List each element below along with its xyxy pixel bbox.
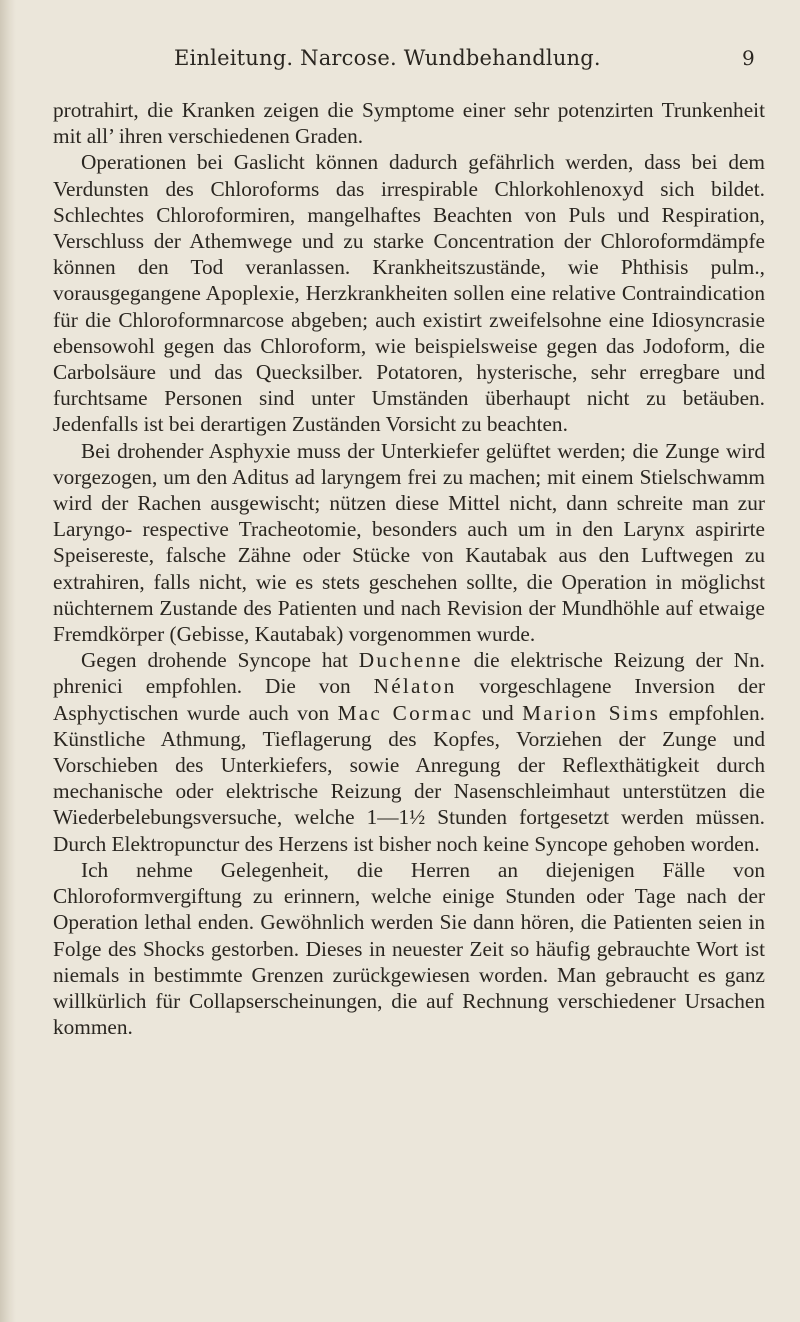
body-text (53, 97, 765, 1040)
running-head-title: Einleitung. Narcose. Wundbehandlung. (174, 46, 601, 70)
page-number: 9 (742, 46, 755, 70)
paragraph-4 (53, 647, 765, 857)
paragraph-3: Bei drohender Asphyxie muss der Unterkiefer gelüftet werden; die Zunge wird vorgezogen, um den Aditus ad laryngem frei zu machen; mit einem Stielschwamm wird der Rachen ausgewischt; nützen diese Mittel nicht, dann schreite man zur Laryngo- respective Tracheotomie, besonders auch um in den Larynx aspirirte Speisereste, falsche Zähne oder Stücke von Kautabak aus den Luftwegen zu extrahiren, falls nicht, wie es stets geschehen sollte, die Operation in möglichst nüchternem Zustande des Patienten und nach Revision der Mundhöhle auf etwaige Fremdkörper (Gebisse, Kautabak) vorgenommen wurde. (53, 438, 765, 647)
person-name-mac-cormac: Mac Cormac (337, 700, 474, 725)
paragraph-4-text: und (473, 700, 523, 725)
paragraph-2: Operationen bei Gaslicht können dadurch gefährlich werden, dass bei dem Verdunsten des Chloroforms das irrespirable Chlorkohlenoxyd sich bildet. Schlechtes Chloroformiren, mangelhaftes Beachten von Puls und Respiration, Verschluss der Athemwege und zu starke Concentration der Chloroformdämpfe können den Tod veranlassen. Krankheitszustände, wie Phthisis pulm., vorausgegangene Apoplexie, Herzkrankheiten sollen eine relative Contraindication für die Chloroformnarcose abgeben; auch existirt zweifelsohne eine Idiosyncrasie ebensowohl gegen das Chloroform, wie beispielsweise gegen das Jodoform, die Carbolsäure und das Quecksilber. Potatoren, hysterische, sehr erregbare und furchtsame Personen sind unter Umständen überhaupt nicht zu betäuben. Jedenfalls ist bei derartigen Zuständen Vorsicht zu beachten. (53, 150, 765, 437)
page-edge-shadow (0, 0, 16, 1322)
paragraph-4-text: vorgeschlagene Inversion der Asphyctischen wurde auch von (53, 674, 765, 725)
paragraph-4-text: Gegen drohende Syncope hat (81, 648, 359, 673)
paragraph-5: Ich nehme Gelegenheit, die Herren an diejenigen Fälle von Chloroformvergiftung zu erinnern, welche einige Stunden oder Tage nach der Operation lethal enden. Gewöhnlich werden Sie dann hören, die Patienten seien in Folge des Shocks gestorben. Dieses in neuester Zeit so häufig gebrauchte Wort ist niemals in bestimmte Grenzen zurückgewiesen worden. Man gebraucht es ganz willkürlich für Collapserscheinungen, die auf Rechnung verschiedener Ursachen kommen. (53, 857, 765, 1040)
paragraph-4-text: empfohlen. Künstliche Athmung, Tieflagerung des Kopfes, Vorziehen der Zunge und Vorschieben des Unterkiefers, sowie Anregung der Reflexthätigkeit durch mechanische oder elektrische Reizung der Nasenschleimhaut unterstützen die Wiederbelebungsversuche, welche 1—1½ Stunden fortgesetzt werden müssen. Durch Elektropunctur des Herzens ist bisher noch keine Syncope gehoben worden. (53, 700, 765, 856)
person-name-marion-sims: Marion Sims (522, 700, 661, 725)
paragraph-1: protrahirt, die Kranken zeigen die Symptome einer sehr potenzirten Trunkenheit mit all’ ihren verschiedenen Graden. (53, 98, 765, 149)
person-name-nelaton: Nélaton (373, 674, 457, 699)
person-name-duchenne: Duchenne (358, 648, 463, 673)
paragraph-4-text: die elektrische Reizung der Nn. phrenici empfohlen. Die von (53, 648, 765, 699)
running-header (0, 46, 800, 76)
